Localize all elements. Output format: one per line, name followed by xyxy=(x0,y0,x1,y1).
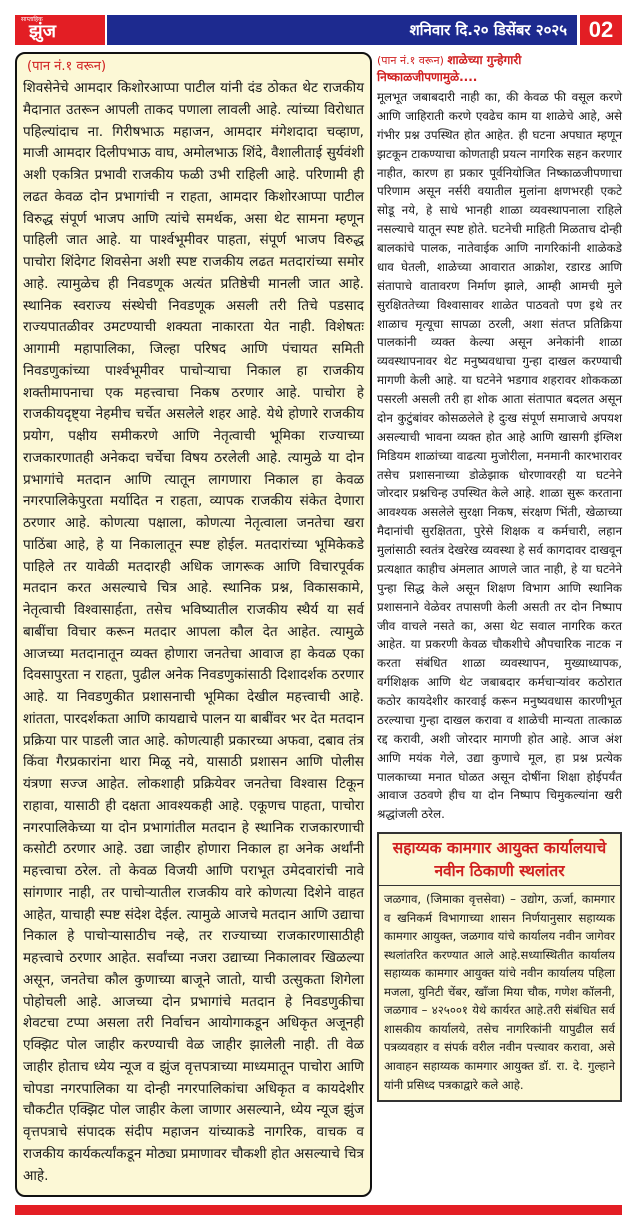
columns xyxy=(15,52,622,1197)
article-heading xyxy=(377,52,622,86)
notice-box xyxy=(377,832,622,1102)
continued-label: (पान नं.१ वरून) xyxy=(377,54,444,67)
issue-date: शनिवार दि.२० डिसेंबर २०२५ xyxy=(409,21,567,39)
logo-tagline: साप्ताहिक xyxy=(21,16,43,23)
logo-name: झुंज xyxy=(29,21,56,42)
masthead-logo xyxy=(15,15,105,45)
continued-label: (पान नं.१ वरून) xyxy=(27,59,107,74)
masthead xyxy=(15,15,622,45)
left-article xyxy=(15,52,372,1197)
header-band xyxy=(107,15,577,45)
right-column xyxy=(377,52,622,1102)
page-number: 02 xyxy=(580,15,622,45)
article-title: शाळेच्या गुन्हेगारी निष्काळजीपणामुळे.... xyxy=(377,53,522,84)
notice-title: सहाय्यक कामगार आयुक्त कार्यालयाचे नवीन ठिकाणी स्थलांतर xyxy=(379,837,620,886)
right-article xyxy=(377,52,622,832)
footer-bar xyxy=(15,1205,622,1215)
article-body: मूलभूत जबाबदारी नाही का, की केवळ फी वसूल करणे आणि जाहिराती करणे एवढेच काम या शाळेचे आहे, असे गंभीर प्रश्न उपस्थित होत आहेत. ही घटना अपघात म्हणून झटकून टाकण्याचा कोणताही प्रयत्न नागरिक सहन करणार नाहीत, कारण हा प्रकार पूर्वनियोजित निष्काळजीपणाचा परिणाम असून नर्सरी वयातील मुलांना क्षणभरही एकटे सोडू नये, हे साधे भानही शाळा व्यवस्थापनाला राहिले नसल्याचे यातून स्पष्ट होते. घटनेची माहिती मिळताच दोन्ही बालकांचे पालक, नातेवाईक आणि नागरिकांनी शाळेकडे धाव घेतली, शाळेच्या आवारात आक्रोश, रडारड आणि संतापाचे वातावरण निर्माण झाले, आम्ही आमची मुले सुरक्षिततेच्या विश्वासावर शाळेत पाठवतो पण इथे तर शाळाच मृत्यूचा सापळा ठरली, अशा संतप्त प्रतिक्रिया पालकांनी व्यक्त केल्या असून अनेकांनी शाळा व्यवस्थापनावर थेट मनुष्यवधाचा गुन्हा दाखल करण्याची मागणी केली आहे. या घटनेने भडगाव शहरावर शोककळा पसरली असली तरी हा शोक आता संतापात बदलत असून दोन कुटुंबांवर कोसळलेले हे दुःख संपूर्ण समाजाचे अपयश असल्याची भावना व्यक्त होत आहे आणि खासगी इंग्लिश मिडियम शाळांच्या वाढत्या मुजोरीला, मनमानी कारभारावर तसेच प्रशासनाच्या डोळेझाक धोरणावरही या घटनेने जोरदार प्रश्नचिन्ह उपस्थित केले आहे. शाळा सुरू करताना आवश्यक असलेले सुरक्षा निकष, संरक्षण भिंती, खेळाच्या मैदानांची सुरक्षितता, पुरेसे शिक्षक व कर्मचारी, लहान मुलांसाठी स्वतंत्र देखरेख व्यवस्था हे सर्व कागदावर दाखवून प्रत्यक्षात काहीच अंमलात आणले जात नाही, हे या घटनेने पुन्हा सिद्ध केले असून शिक्षण विभाग आणि स्थानिक प्रशासनाने वेळेवर तपासणी केली असती तर दोन निष्पाप जीव वाचले नसते का, असा थेट सवाल नागरिक करत आहेत. या प्रकरणी केवळ चौकशीचे औपचारिक नाटक न करता संबंधित शाळा व्यवस्थापन, मुख्याध्यापक, वर्गशिक्षक आणि थेट जबाबदार कर्मचाऱ्यांवर कठोरात कठोर कायदेशीर कारवाई करून मनुष्यवधास कारणीभूत ठरल्याचा गुन्हा दाखल करावा व शाळेची मान्यता तात्काळ रद्द करावी, अशी जोरदार मागणी होत आहे. आज अंश आणि मयंक गेले, उद्या कुणाचे मूल, हा प्रश्न प्रत्येक पालकाच्या मनात घोळत असून दोषींना शिक्षा होईपर्यंत आवाज उठवणे हीच या दोन निष्पाप चिमुकल्यांना खरी श्रद्धांजली ठरेल. xyxy=(377,90,622,822)
article-body: शिवसेनेचे आमदार किशोरआप्पा पाटील यांनी दंड ठोकत थेट राजकीय मैदानात उतरून आपली ताकद पणाला लावली आहे. त्यांच्या विरोधात पहिल्यांदाच ना. गिरीषभाऊ महाजन, आमदार मंगेशदादा चव्हाण, माजी आमदार दिलीपभाऊ वाघ, अमोलभाऊ शिंदे, वैशालीताई सुर्यवंशी अशी एकत्रित प्रभावी राजकीय फळी उभी राहिली आहे. परिणामी ही लढत केवळ दोन प्रभागांची न राहता, आमदार किशोरआप्पा पाटील विरुद्ध संपूर्ण भाजप आणि त्यांचे समर्थक, असा थेट सामना म्हणून पाहिली जात आहे. या पार्श्वभूमीवर पाहता, संपूर्ण भाजप विरुद्ध पाचोरा शिंदेगट शिवसेना अशी स्पष्ट राजकीय लढत मतदारांच्या समोर आहे. त्यामुळेच ही निवडणूक अत्यंत प्रतिष्ठेची मानली जात आहे. स्थानिक स्वराज्य संस्थेची निवडणूक असली तरी तिचे पडसाद राज्यपातळीवर उमटण्याची शक्यता नाकारता येत नाही. विशेषतः आगामी महापालिका, जिल्हा परिषद आणि पंचायत समिती निवडणुकांच्या पार्श्वभूमीवर पाचोऱ्याचा निकाल हा राजकीय शक्तीमापनाचा एक महत्त्वाचा निकष ठरणार आहे. पाचोरा हे राजकीयदृष्ट्या नेहमीच चर्चेत असलेले शहर आहे. येथे होणारे राजकीय प्रयोग, पक्षीय समीकरणे आणि नेतृत्वाची भूमिका राज्याच्या राजकारणातही अनेकदा चर्चेचा विषय ठरलेली आहे. त्यामुळे या दोन प्रभागांचे मतदान आणि त्यातून लागणारा निकाल हा केवळ नगरपालिकेपुरता मर्यादित न राहता, व्यापक राजकीय संकेत देणारा ठरणार आहे. कोणत्या पक्षाला, कोणत्या नेतृत्वाला जनतेचा खरा पाठिंबा आहे, हे या निकालातून स्पष्ट होईल. मतदारांच्या भूमिकेकडे पाहिले तर यावेळी मतदारही अधिक जागरूक आणि विचारपूर्वक मतदान करत असल्याचे चित्र आहे. स्थानिक प्रश्न, विकासकामे, नेतृत्वाची विश्वासार्हता, तसेच भविष्यातील राजकीय स्थैर्य या सर्व बाबींचा विचार करून मतदार आपला कौल देत आहेत. त्यामुळे आजच्या मतदानातून व्यक्त होणारा जनतेचा आवाज हा केवळ एका दिवसापुरता न राहता, पुढील अनेक निवडणुकांसाठी दिशादर्शक ठरणार आहे. या निवडणुकीत प्रशासनाची भूमिका देखील महत्त्वाची आहे. शांतता, पारदर्शकता आणि कायद्याचे पालन या बाबींवर भर देत मतदान प्रक्रिया पार पाडली जात आहे. कोणत्याही प्रकारच्या अफवा, दबाव तंत्र किंवा गैरप्रकारांना थारा मिळू नये, यासाठी प्रशासन आणि पोलीस यंत्रणा सज्ज आहेत. लोकशाही प्रक्रियेवर जनतेचा विश्वास टिकून राहावा, यासाठी ही दक्षता आवश्यकही आहे. एकूणच पाहता, पाचोरा नगरपालिकेच्या या दोन प्रभागांतील मतदान हे स्थानिक राजकारणाची कसोटी ठरणार आहे. उद्या जाहीर होणारा निकाल हा अनेक अर्थांनी महत्त्वाचा ठरेल. तो केवळ विजयी आणि पराभूत उमेदवारांची नावे सांगणार नाही, तर पाचोऱ्यातील राजकीय वारे कोणत्या दिशेने वाहत आहेत, याचाही स्पष्ट संदेश देईल. त्यामुळे आजचे मतदान आणि उद्याचा निकाल हे पाचोऱ्यासाठीच नव्हे, तर राज्याच्या राजकारणासाठीही महत्त्वाचे ठरणार आहेत. सर्वांच्या नजरा उद्याच्या निकालावर खिळल्या असून, जनतेचा कौल कुणाच्या बाजूने जातो, याची उत्सुकता शिगेला पोहोचली आहे. आजच्या दोन प्रभागांचे मतदान हे निवडणुकीचा शेवटचा टप्पा असला तरी निर्वाचन आयोगाकडून अधिकृत अजूनही एक्झिट पोल जाहीर करण्याची वेळ जाहीर झालेली नाही. ती वेळ जाहीर होताच ध्येय न्यूज व झुंज वृत्तपत्राच्या माध्यमातून पाचोरा आणि चोपडा नगरपालिका या दोन्ही नगरपालिकांचा अधिकृत व कायदेशीर चौकटीत एक्झिट पोल जाहीर केला जाणार असल्याने, ध्येय न्यूज झुंज वृत्तपत्राचे संपादक संदीप महाजन यांच्याकडे नागरिक, वाचक व राजकीय कार्यकर्त्यांकडून मोठ्या प्रमाणावर चौकशी होत असल्याचे चित्र आहे. xyxy=(23,80,364,1184)
notice-body: जळगाव, (जिमाका वृत्तसेवा) – उद्योग, ऊर्जा, कामगार व खनिकर्म विभागाच्या शासन निर्णयानुसार सहाय्यक कामगार आयुक्त, जळगाव यांचे कार्यालय नवीन जागेवर स्थलांतरित करण्यात आले आहे.सध्यास्थितीत कार्यालय सहाय्यक कामगार आयुक्त यांचे नवीन कार्यालय पहिला मजला, युनिटी चेंबर, खाँजा मिया चौक, गणेश कॉलनी, जळगाव – ४२५००१ येथे कार्यरत आहे.तरी संबंधित सर्व शासकीय कार्यालये, तसेच नागरिकांनी यापुढील सर्व पत्रव्यवहार व संपर्क वरील नवीन पत्त्यावर करावा, असे आवाहन सहाय्यक कामगार आयुक्त डॉ. रा. दे. गुल्हाने यांनी प्रसिध्द पत्रकाद्वारे कले आहे. xyxy=(384,892,615,1092)
